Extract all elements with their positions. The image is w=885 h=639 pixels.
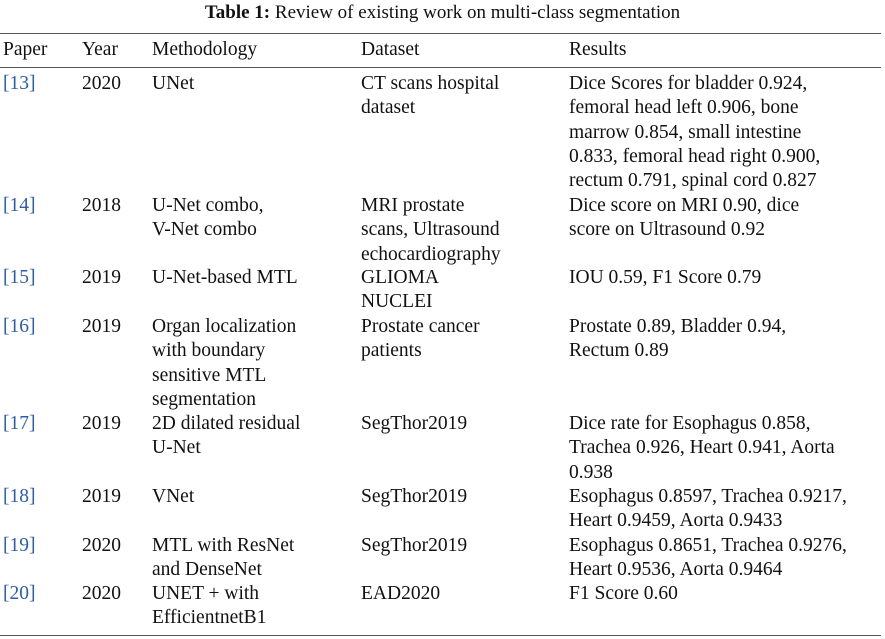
- table-header: [0, 38, 885, 64]
- year-cell: 2019: [82, 267, 121, 288]
- column-header-methodology: Methodology: [152, 39, 258, 60]
- methodology-cell: U-Net-based MTL: [152, 267, 298, 288]
- table-header-rule: [0, 67, 881, 68]
- reference-link[interactable]: [16]: [3, 316, 36, 337]
- dataset-cell: CT scans hospital dataset: [361, 73, 500, 119]
- year-cell: 2020: [82, 535, 121, 556]
- table-top-rule: [0, 33, 881, 34]
- methodology-cell: UNET + with EfficientnetB1: [152, 583, 267, 629]
- results-cell: Esophagus 0.8651, Trachea 0.9276, Heart 0.9536, Aorta 0.9464: [569, 535, 847, 581]
- methodology-cell: U-Net combo, V-Net combo: [152, 195, 264, 241]
- year-cell: 2020: [82, 583, 121, 604]
- column-header-year: Year: [82, 39, 118, 60]
- dataset-cell: GLIOMA NUCLEI: [361, 267, 439, 313]
- table-bottom-rule: [0, 635, 881, 636]
- column-header-dataset: Dataset: [361, 39, 420, 60]
- year-cell: 2019: [82, 486, 121, 507]
- results-cell: Esophagus 0.8597, Trachea 0.9217, Heart 0.9459, Aorta 0.9433: [569, 486, 847, 532]
- results-cell: F1 Score 0.60: [569, 583, 678, 604]
- reference-link[interactable]: [20]: [3, 583, 36, 604]
- reference-link[interactable]: [15]: [3, 267, 36, 288]
- methodology-cell: UNet: [152, 73, 195, 94]
- methodology-cell: VNet: [152, 486, 195, 507]
- methodology-cell: Organ localization with boundary sensitive MTL segmentation: [152, 316, 297, 410]
- dataset-cell: Prostate cancer patients: [361, 316, 480, 362]
- results-cell: Dice rate for Esophagus 0.858, Trachea 0.926, Heart 0.941, Aorta 0.938: [569, 413, 835, 483]
- caption-label: Table 1:: [204, 2, 271, 23]
- dataset-cell: SegThor2019: [361, 413, 468, 434]
- results-cell: Prostate 0.89, Bladder 0.94, Rectum 0.89: [569, 316, 787, 362]
- results-cell: IOU 0.59, F1 Score 0.79: [569, 267, 762, 288]
- reference-link[interactable]: [14]: [3, 195, 36, 216]
- methodology-cell: MTL with ResNet and DenseNet: [152, 535, 295, 581]
- dataset-cell: SegThor2019: [361, 486, 468, 507]
- year-cell: 2019: [82, 413, 121, 434]
- methodology-cell: 2D dilated residual U-Net: [152, 413, 301, 459]
- dataset-cell: MRI prostate scans, Ultrasound echocardiography: [361, 195, 501, 265]
- reference-link[interactable]: [17]: [3, 413, 36, 434]
- dataset-cell: EAD2020: [361, 583, 441, 604]
- dataset-cell: SegThor2019: [361, 535, 468, 556]
- column-header-paper: Paper: [3, 39, 48, 60]
- reference-link[interactable]: [13]: [3, 73, 36, 94]
- reference-link[interactable]: [18]: [3, 486, 36, 507]
- year-cell: 2020: [82, 73, 121, 94]
- year-cell: 2019: [82, 316, 121, 337]
- column-header-results: Results: [569, 39, 627, 60]
- results-cell: Dice score on MRI 0.90, dice score on Ultrasound 0.92: [569, 195, 800, 241]
- table-caption: [0, 2, 885, 24]
- results-cell: Dice Scores for bladder 0.924, femoral head left 0.906, bone marrow 0.854, small intestine 0.833, femoral head right 0.900, rectum 0.791, spinal cord 0.827: [569, 73, 821, 192]
- year-cell: 2018: [82, 195, 121, 216]
- reference-link[interactable]: [19]: [3, 535, 36, 556]
- caption-text: Review of existing work on multi-class segmentation: [274, 2, 681, 23]
